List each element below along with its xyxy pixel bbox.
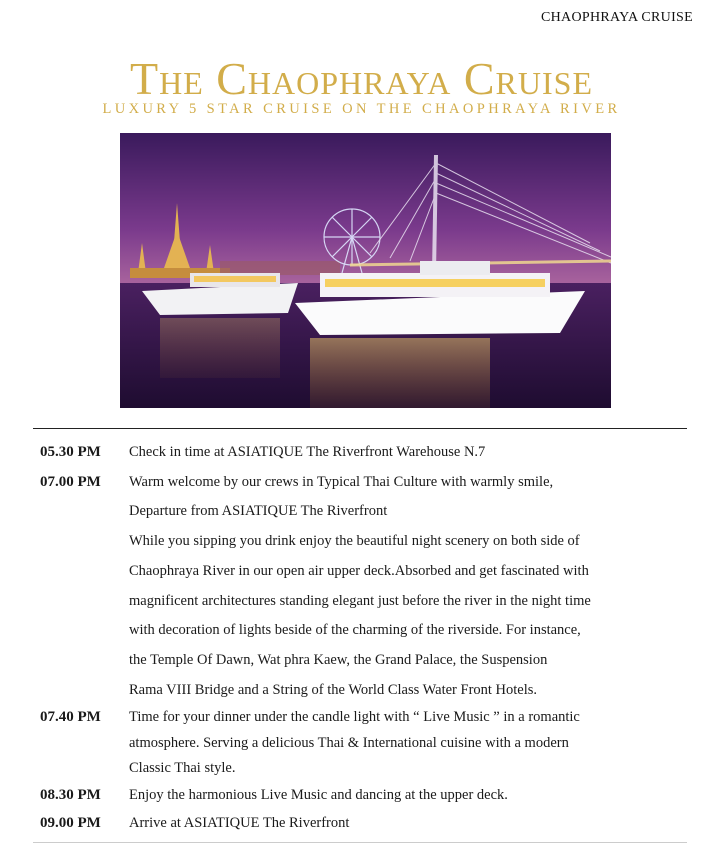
itinerary-row <box>40 468 680 706</box>
itinerary-time: 07.00 PM <box>40 473 101 490</box>
top-label: CHAOPHRAYA CRUISE <box>540 10 693 25</box>
description-line: Enjoy the harmonious Live Music and dancing at the upper deck. <box>129 786 508 803</box>
description-line: the Temple Of Dawn, Wat phra Kaew, the Grand Palace, the Suspension <box>129 651 548 668</box>
description-line: While you sipping you drink enjoy the beautiful night scenery on both side of <box>129 533 580 550</box>
section-divider <box>33 428 687 429</box>
page-subtitle: LUXURY 5 STAR CRUISE ON THE CHAOPHRAYA RIVER <box>102 101 621 117</box>
description-line: Rama VIII Bridge and a String of the World Class Water Front Hotels. <box>129 681 538 698</box>
description-line: Departure from ASIATIQUE The Riverfront <box>129 503 388 520</box>
itinerary-description <box>129 438 680 468</box>
itinerary-description <box>129 705 680 782</box>
itinerary-time: 08.30 PM <box>40 786 101 803</box>
itinerary-description <box>129 468 680 706</box>
description-line: with decoration of lights beside of the charming of the riverside. For instance, <box>129 622 581 639</box>
itinerary <box>40 438 680 839</box>
description-line: Arrive at ASIATIQUE The Riverfront <box>129 814 350 831</box>
description-line: magnificent architectures standing elegant just before the river in the night time <box>129 592 591 609</box>
description-line: Warm welcome by our crews in Typical Thai Culture with warmly smile, <box>129 473 554 490</box>
itinerary-row <box>40 438 680 468</box>
itinerary-time: 09.00 PM <box>40 814 101 831</box>
itinerary-row <box>40 782 680 809</box>
description-line: Check in time at ASIATIQUE The Riverfront Warehouse N.7 <box>129 444 486 460</box>
itinerary-time: 05.30 PM <box>40 444 101 460</box>
itinerary-description <box>129 809 680 839</box>
description-line: Classic Thai style. <box>129 760 236 777</box>
description-line: atmosphere. Serving a delicious Thai & International cuisine with a modern <box>129 734 569 751</box>
description-line: Time for your dinner under the candle light with “ Live Music ” in a romantic <box>129 709 580 726</box>
itinerary-row <box>40 809 680 839</box>
itinerary-time: 07.40 PM <box>40 709 101 726</box>
itinerary-row <box>40 705 680 782</box>
itinerary-description <box>129 782 680 809</box>
bottom-divider <box>33 842 687 843</box>
description-line: Chaophraya River in our open air upper deck.Absorbed and get fascinated with <box>129 562 589 579</box>
page-title: The Chaophraya Cruise <box>130 53 593 104</box>
cruise-photo <box>120 133 611 408</box>
